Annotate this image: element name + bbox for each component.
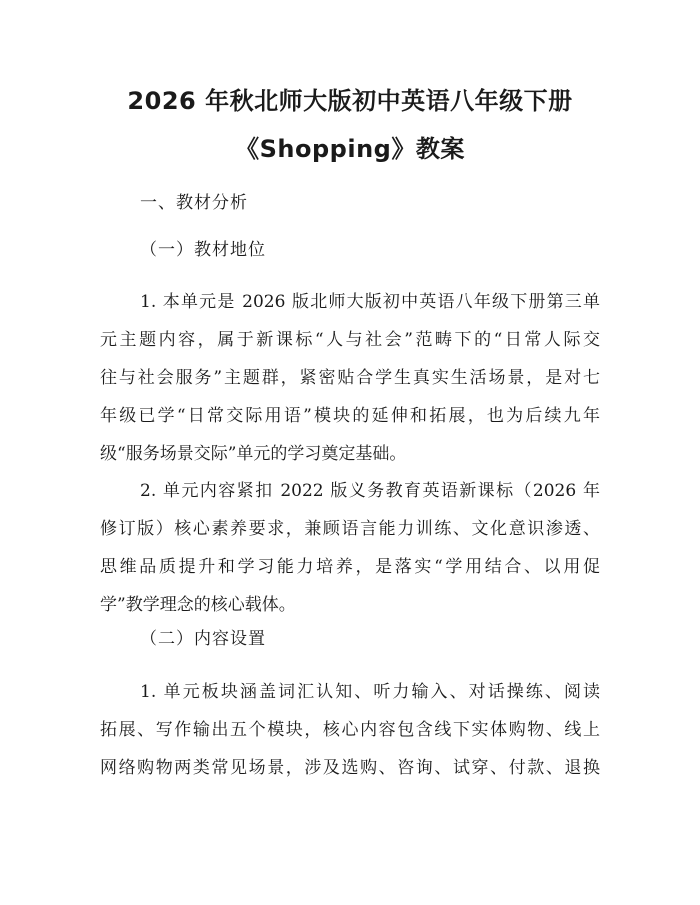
- paragraph-line: 2. 单元内容紧扣 2022 版义务教育英语新课标（2026 年: [140, 481, 600, 501]
- document-title-line1: 2026 年秋北师大版初中英语八年级下册: [127, 87, 573, 115]
- paragraph-unit-status: [100, 283, 600, 473]
- subsection-heading-textbook-status: （一）教材地位: [140, 240, 266, 260]
- paragraph-line: 往与社会服务”主题群，紧密贴合学生真实生活场景，是对七: [100, 368, 600, 388]
- section-heading-textbook-analysis: 一、教材分析: [140, 193, 248, 213]
- paragraph-line: 元主题内容，属于新课标“人与社会”范畴下的“日常人际交: [100, 330, 600, 350]
- paragraph-line: 拓展、写作输出五个模块，核心内容包含线下实体购物、线上: [100, 720, 600, 740]
- subsection-heading-content-setup: （二）内容设置: [140, 629, 266, 649]
- paragraph-line: 网络购物两类常见场景，涉及选购、咨询、试穿、付款、退换: [100, 758, 600, 778]
- paragraph-line: 级“服务场景交际”单元的学习奠定基础。: [100, 444, 407, 464]
- paragraph-line: 修订版）核心素养要求，兼顾语言能力训练、文化意识渗透、: [100, 519, 600, 539]
- paragraph-line: 思维品质提升和学习能力培养，是落实“学用结合、以用促: [100, 557, 600, 577]
- document-title-line2: 《Shopping》教案: [235, 135, 465, 163]
- paragraph-line: 学”教学理念的核心载体。: [100, 595, 296, 615]
- paragraph-curriculum-alignment: [100, 472, 600, 624]
- paragraph-line: 1. 本单元是 2026 版北师大版初中英语八年级下册第三单: [140, 292, 600, 312]
- paragraph-line: 1. 单元板块涵盖词汇认知、听力输入、对话操练、阅读: [140, 682, 600, 702]
- paragraph-unit-modules: [100, 673, 600, 787]
- paragraph-line: 年级已学“日常交际用语”模块的延伸和拓展，也为后续九年: [100, 406, 600, 426]
